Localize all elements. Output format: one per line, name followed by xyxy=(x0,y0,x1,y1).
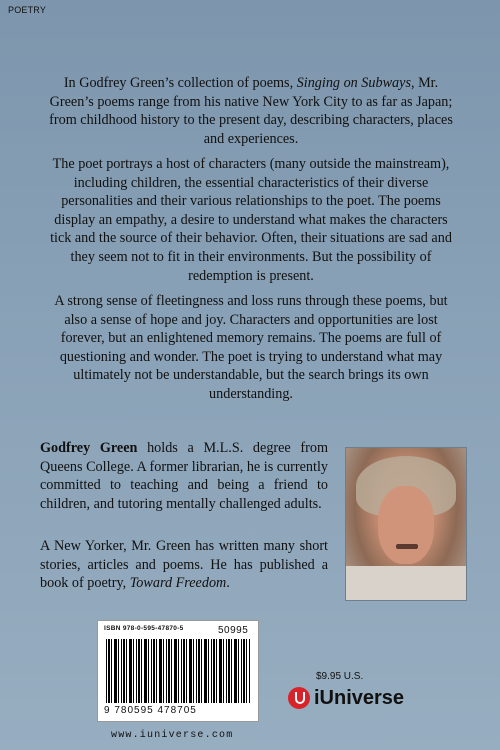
author-name: Godfrey Green xyxy=(40,440,138,456)
book-title: Singing on Subways xyxy=(296,75,411,91)
author-bio-paragraph-1: Godfrey Green holds a M.L.S. degree from Queens College. A former librarian, he is currently committed to teaching and being a friend to children, and tutoring mentally challenged adults. xyxy=(40,440,328,512)
isbn-label: ISBN 978-0-595-47870-5 xyxy=(104,625,184,632)
author-photo xyxy=(345,447,467,601)
blurb-paragraph-1: In Godfrey Green’s collection of poems, Singing on Subways, Mr. Green’s poems range from his native New York City to as far as Japan; from childhood history to the present day, describing characters, places and experiences. xyxy=(49,75,453,147)
blurb-paragraph-2: The poet portrays a host of characters (many outside the mainstream), including children, the essential characteristics of their diverse personalities and their various relationships to the poet. The poems display an empathy, a desire to understand what makes the characters tick and the source of their behavior. Often, their situations are sad and they seem not to fit in their environments. But the possibility of redemption is present. xyxy=(50,156,452,284)
barcode-price-code: 50995 xyxy=(218,625,249,636)
category-label: POETRY xyxy=(8,5,47,15)
blurb-paragraph-3: A strong sense of fleetingness and loss runs through these poems, but also a sense of hope and joy. Characters and opportunities are lost forever, but an enlightened memory remains. The poems are full of questioning and wonder. The poet is trying to understand what may ultimately not be understandable, but the search brings its own understanding. xyxy=(54,293,448,402)
publisher-name: iUniverse xyxy=(314,686,405,709)
publisher-logo xyxy=(288,683,404,713)
author-bio-paragraph-2: A New Yorker, Mr. Green has written many short stories, articles and poems. He has published a book of poetry, Toward Freedom. xyxy=(40,538,328,592)
iuniverse-logo-icon xyxy=(288,687,310,709)
isbn-barcode xyxy=(97,620,259,722)
barcode-digits: 9 780595 478705 xyxy=(104,705,197,716)
publisher-url: www.iuniverse.com xyxy=(111,730,234,741)
barcode-bars xyxy=(106,639,250,703)
previous-book-title: Toward Freedom xyxy=(129,575,227,592)
retail-price: $9.95 U.S. xyxy=(316,671,364,682)
